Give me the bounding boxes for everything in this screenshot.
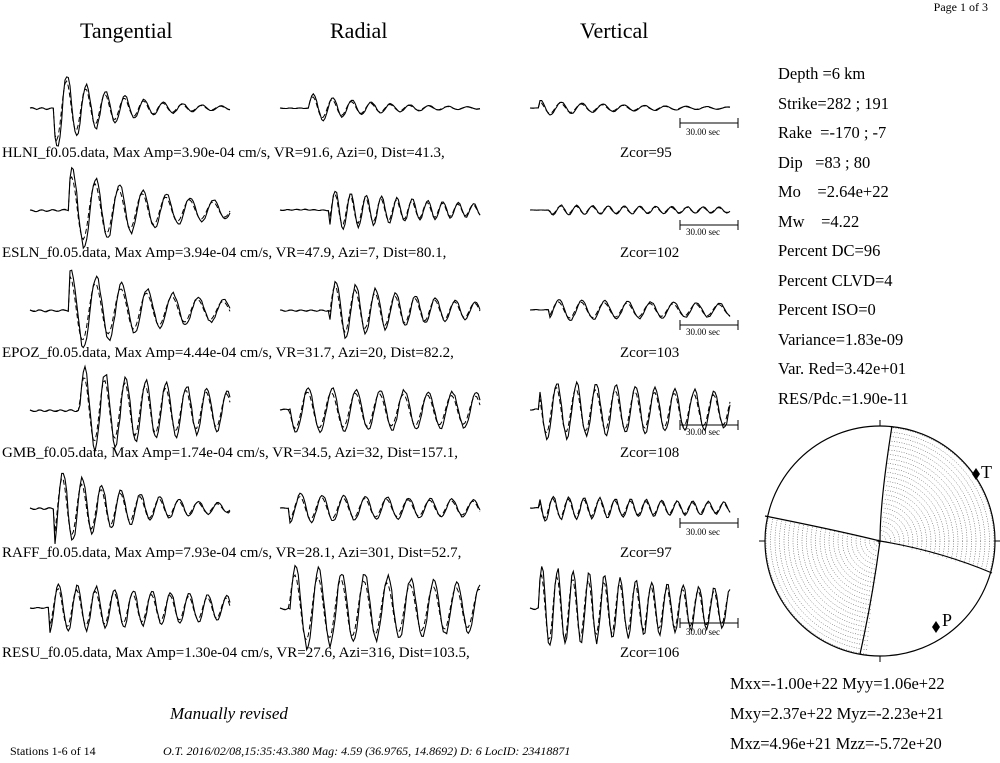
station-label: EPOZ_f0.05.data, Max Amp=4.44e-04 cm/s, VR=31.7, Azi=20, Dist=82.2,: [2, 345, 454, 361]
station-zcor: Zcor=95: [620, 145, 672, 161]
column-header-radial: Radial: [330, 18, 388, 43]
station-label: RAFF_f0.05.data, Max Amp=7.93e-04 cm/s, VR=28.1, Azi=301, Dist=52.7,: [2, 545, 462, 561]
revised-note: Manually revised: [170, 704, 288, 723]
parameter-line: Var. Red=3.42e+01: [778, 359, 907, 378]
stations-count: Stations 1-6 of 14: [10, 744, 96, 758]
time-scale-label: 30.00 sec: [686, 427, 720, 437]
parameter-line: Percent CLVD=4: [778, 270, 893, 290]
p-axis-marker: [932, 621, 940, 633]
moment-tensor-line-1: Mxx=-1.00e+22 Myy=1.06e+22: [730, 674, 945, 693]
station-info: Max Amp=3.94e-04 cm/s, VR=47.9, Azi=7, Dist=80.1,: [114, 245, 447, 261]
time-scale-label: 30.00 sec: [686, 127, 720, 137]
synthetic-trace: [280, 286, 480, 332]
observed-trace: [30, 584, 230, 633]
observed-trace: [30, 270, 230, 347]
parameter-line: Depth =6 km: [778, 64, 866, 83]
observed-trace: [30, 367, 230, 452]
station-info: Max Amp=1.30e-04 cm/s, VR=27.6, Azi=316, Dist=103.5,: [115, 645, 470, 661]
synthetic-trace: [280, 97, 480, 118]
station-info: Max Amp=1.74e-04 cm/s, VR=34.5, Azi=32, Dist=157.1,: [111, 445, 459, 461]
observed-trace: [30, 473, 230, 544]
time-scale-label: 30.00 sec: [686, 227, 720, 237]
station-info: Max Amp=4.44e-04 cm/s, VR=31.7, Azi=20, Dist=82.2,: [114, 345, 454, 361]
t-axis-marker: [972, 468, 980, 480]
station-label: ESLN_f0.05.data, Max Amp=3.94e-04 cm/s, VR=47.9, Azi=7, Dist=80.1,: [2, 245, 447, 261]
synthetic-trace: [280, 392, 480, 428]
parameter-line: Strike=282 ; 191: [778, 93, 890, 113]
parameter-line: Percent ISO=0: [778, 300, 876, 319]
station-file: GMB_f0.05.data: [2, 445, 104, 461]
station-file: EPOZ_f0.05.data: [2, 345, 107, 361]
parameter-line: RES/Pdc.=1.90e-11: [778, 388, 909, 408]
center-mark: +: [876, 537, 882, 547]
moment-tensor-line-3: Mxz=4.96e+21 Mzz=-5.72e+20: [730, 734, 942, 753]
column-header-tangential: Tangential: [80, 18, 173, 43]
parameter-line: Dip =83 ; 80: [778, 152, 871, 172]
synthetic-trace: [530, 102, 730, 114]
observed-trace: [30, 168, 230, 248]
observed-trace: [280, 191, 480, 229]
station-file: HLNI_f0.05.data: [2, 145, 106, 161]
observed-trace: [280, 493, 480, 523]
p-axis-label: P: [942, 610, 953, 630]
moment-tensor-line-2: Mxy=2.37e+22 Myz=-2.23e+21: [730, 704, 944, 723]
column-header-vertical: Vertical: [580, 18, 649, 43]
station-zcor: Zcor=102: [620, 245, 680, 261]
station-info: Max Amp=3.90e-04 cm/s, VR=91.6, Azi=0, Dist=41.3,: [112, 145, 445, 161]
page-number: Page 1 of 3: [933, 0, 988, 14]
synthetic-trace: [30, 81, 230, 140]
station-label: GMB_f0.05.data, Max Amp=1.74e-04 cm/s, VR=34.5, Azi=32, Dist=157.1,: [2, 445, 459, 461]
synthetic-trace: [280, 575, 480, 640]
parameter-line: Mo =2.64e+22: [778, 182, 889, 201]
station-zcor: Zcor=103: [620, 345, 680, 361]
observed-trace: [280, 94, 480, 121]
station-label: HLNI_f0.05.data, Max Amp=3.90e-04 cm/s, VR=91.6, Azi=0, Dist=41.3,: [2, 145, 445, 161]
synthetic-trace: [30, 276, 230, 339]
parameter-line: Rake =-170 ; -7: [778, 123, 887, 142]
station-file: ESLN_f0.05.data: [2, 245, 107, 261]
station-zcor: Zcor=97: [620, 545, 672, 561]
time-scale-label: 30.00 sec: [686, 527, 720, 537]
origin-info: O.T. 2016/02/08,15:35:43.380 Mag: 4.59 (36.9765, 14.8692) D: 6 LocID: 23418871: [163, 744, 571, 758]
station-file: RAFF_f0.05.data: [2, 545, 107, 561]
station-label: RESU_f0.05.data, Max Amp=1.30e-04 cm/s, VR=27.6, Azi=316, Dist=103.5,: [2, 645, 470, 661]
synthetic-trace: [30, 478, 230, 535]
parameter-line: Percent DC=96: [778, 241, 881, 260]
time-scale-label: 30.00 sec: [686, 327, 720, 337]
t-axis-label: T: [981, 462, 992, 482]
synthetic-trace: [530, 499, 730, 518]
parameter-line: Mw =4.22: [778, 211, 860, 231]
time-scale-label: 30.00 sec: [686, 627, 720, 637]
parameter-line: Variance=1.83e-09: [778, 329, 904, 349]
station-zcor: Zcor=106: [620, 645, 680, 661]
station-info: Max Amp=7.93e-04 cm/s, VR=28.1, Azi=301, Dist=52.7,: [114, 545, 462, 561]
station-zcor: Zcor=108: [620, 445, 680, 461]
station-file: RESU_f0.05.data: [2, 645, 108, 661]
synthetic-trace: [530, 302, 730, 318]
